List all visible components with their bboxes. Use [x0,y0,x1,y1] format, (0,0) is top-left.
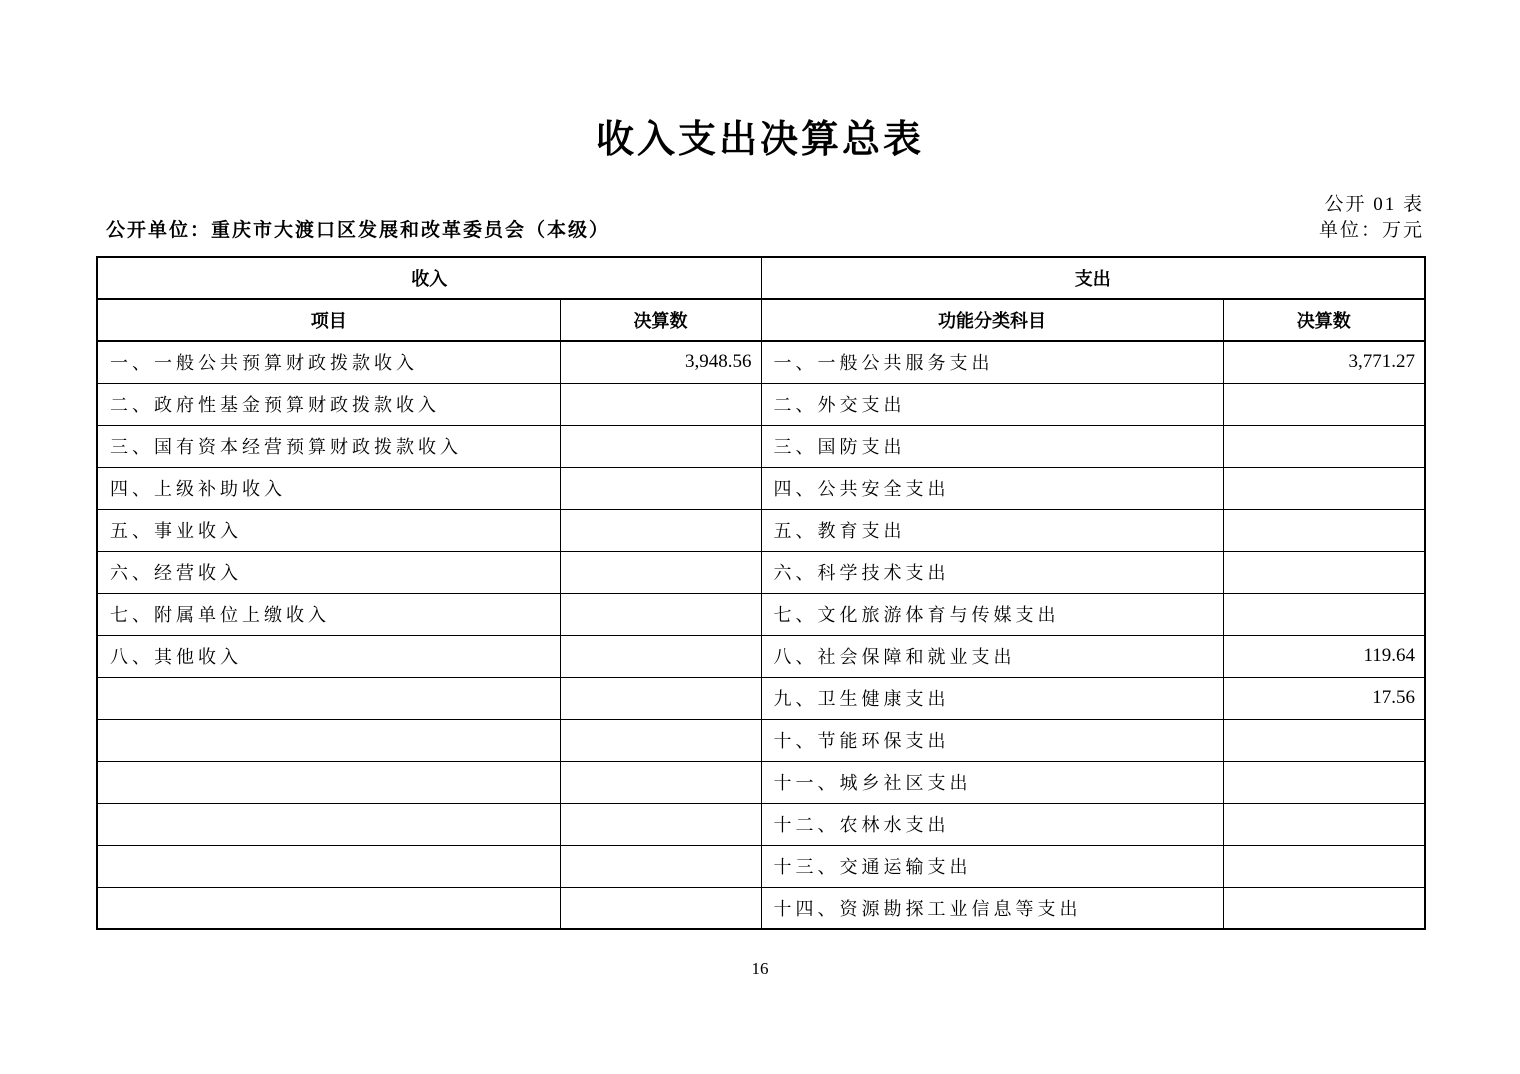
column-header-row [97,299,1425,341]
expense-item-cell: 十三、交通运输支出 [761,845,1223,887]
income-amount-column-header: 决算数 [560,299,761,341]
expense-amount-cell [1223,551,1425,593]
expense-amount-cell [1223,383,1425,425]
currency-unit-label: 单位：万元 [1318,220,1424,241]
income-amount-cell [560,425,761,467]
table-row [97,677,1425,719]
expense-amount-cell [1223,887,1425,929]
expense-section-header: 支出 [761,257,1425,299]
income-amount-cell [560,593,761,635]
income-expense-summary-table [96,256,1426,930]
income-amount-cell [560,761,761,803]
expense-amount-cell: 119.64 [1223,635,1425,677]
income-amount-cell [560,719,761,761]
expense-item-cell: 一、一般公共服务支出 [761,341,1223,383]
table-row [97,719,1425,761]
expense-amount-cell: 3,771.27 [1223,341,1425,383]
page-number: 16 [751,959,769,978]
income-item-cell [97,845,560,887]
table-row [97,593,1425,635]
expense-amount-cell [1223,509,1425,551]
income-item-cell [97,887,560,929]
expense-amount-cell [1223,467,1425,509]
income-item-column-header: 项目 [97,299,560,341]
table-row [97,845,1425,887]
document-page [96,0,1424,979]
expense-item-cell: 八、社会保障和就业支出 [761,635,1223,677]
expense-amount-cell [1223,845,1425,887]
table-row [97,341,1425,383]
expense-amount-cell [1223,803,1425,845]
expense-amount-cell: 17.56 [1223,677,1425,719]
income-item-cell: 六、经营收入 [97,551,560,593]
income-amount-cell [560,509,761,551]
table-row [97,761,1425,803]
income-item-cell [97,761,560,803]
expense-item-cell: 五、教育支出 [761,509,1223,551]
expense-item-cell: 三、国防支出 [761,425,1223,467]
expense-item-cell: 十二、农林水支出 [761,803,1223,845]
income-item-cell: 一、一般公共预算财政拨款收入 [97,341,560,383]
table-code-label: 公开 01 表 [1324,194,1424,215]
expense-amount-column-header: 决算数 [1223,299,1425,341]
section-header-row [97,257,1425,299]
expense-item-cell: 十四、资源勘探工业信息等支出 [761,887,1223,929]
table-row [97,803,1425,845]
table-row [97,887,1425,929]
income-item-cell [97,803,560,845]
expense-amount-cell [1223,425,1425,467]
table-row [97,509,1425,551]
expense-item-cell: 十一、城乡社区支出 [761,761,1223,803]
table-row [97,635,1425,677]
income-item-cell: 四、上级补助收入 [97,467,560,509]
expense-amount-cell [1223,761,1425,803]
income-amount-cell [560,551,761,593]
income-item-cell [97,719,560,761]
income-amount-cell: 3,948.56 [560,341,761,383]
income-item-cell [97,677,560,719]
income-amount-cell [560,803,761,845]
income-item-cell: 五、事业收入 [97,509,560,551]
income-amount-cell [560,635,761,677]
meta-row [96,219,1424,243]
publishing-unit-label: 公开单位：重庆市大渡口区发展和改革委员会（本级） [106,220,611,241]
expense-amount-cell [1223,593,1425,635]
income-amount-cell [560,677,761,719]
expense-item-cell: 四、公共安全支出 [761,467,1223,509]
income-item-cell: 三、国有资本经营预算财政拨款收入 [97,425,560,467]
page-title: 收入支出决算总表 [595,119,924,161]
income-item-cell: 八、其他收入 [97,635,560,677]
income-section-header: 收入 [97,257,761,299]
table-row [97,383,1425,425]
expense-item-cell: 十、节能环保支出 [761,719,1223,761]
expense-item-cell: 九、卫生健康支出 [761,677,1223,719]
income-item-cell: 二、政府性基金预算财政拨款收入 [97,383,560,425]
expense-amount-cell [1223,719,1425,761]
expense-item-cell: 六、科学技术支出 [761,551,1223,593]
income-item-cell: 七、附属单位上缴收入 [97,593,560,635]
income-amount-cell [560,887,761,929]
table-row [97,425,1425,467]
income-amount-cell [560,845,761,887]
table-row [97,467,1425,509]
income-amount-cell [560,467,761,509]
expense-item-cell: 二、外交支出 [761,383,1223,425]
income-amount-cell [560,383,761,425]
table-row [97,551,1425,593]
expense-item-column-header: 功能分类科目 [761,299,1223,341]
expense-item-cell: 七、文化旅游体育与传媒支出 [761,593,1223,635]
